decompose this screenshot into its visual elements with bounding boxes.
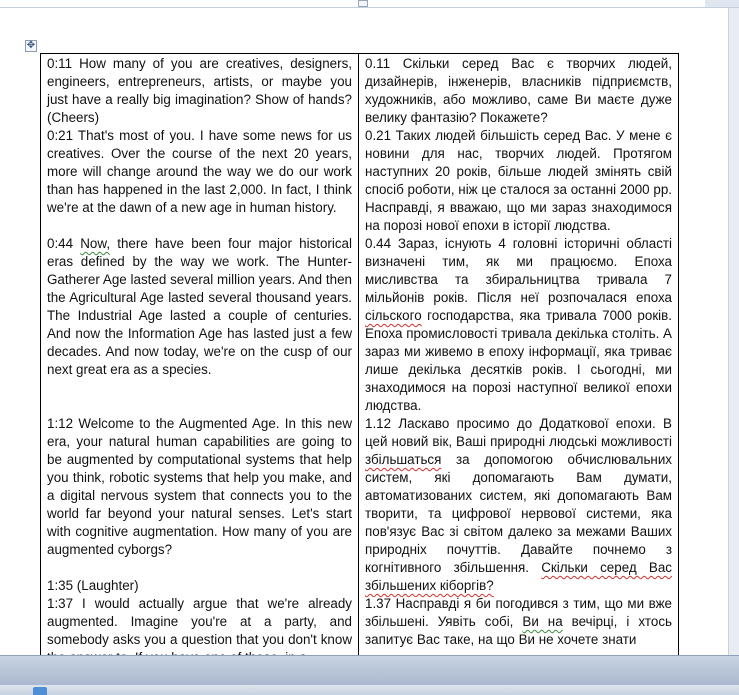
en-paragraph: 1:37 I would actually argue that we're already augmented. Imagine you're at a party, and somebody asks you a question that you don't know [47, 596, 352, 647]
en-paragraph: 0:21 That's most of you. I have some news for us creatives. Over the course of the next 20 years, more will change around the way we do our work than has happened in the last 2,000. In fact, I think we're at the dawn of a new age in human history. [47, 128, 352, 215]
vertical-scrollbar[interactable] [728, 8, 739, 655]
ukrainian-cell[interactable] [359, 54, 679, 668]
en-paragraph: 0:11 How many of you are creatives, designers, engineers, entrepreneurs, artists, or maybe you just have a really big imagination? Show of hands? (Cheers) [47, 56, 352, 125]
move-cross-icon[interactable]: ✥ [26, 40, 36, 51]
transcript-table[interactable] [40, 53, 679, 668]
windows-start-icon[interactable] [33, 687, 47, 695]
en-paragraph: 1:12 Welcome to the Augmented Age. In this new era, your natural human capabilities are going to be augmented by computational systems that help you think, robotic systems that help you make, and a digital nervous system that connects you to the world far beyond your natural senses. Let's start with cognitive augmentation. How many of you are augmented cyborgs? [47, 416, 352, 557]
uk-paragraph: 1.12 Ласкаво просимо до Додаткової епохи. В цей новий вік, Ваші природні людські можливості збільшаться за допомогою обчислювальних систем, які допомагають Вам думати, автоматизованих систем, які допомагають Вам творити, та цифрової нервової системи, яка пов'язує Вас зі світом далеко за межами Ваших природніх почуттів. Давайте почнемо з когнітивного збільшення. Скільки серед Вас збільшених кіборгів? [365, 416, 672, 593]
table-row [41, 54, 679, 668]
uk-paragraph: 0.21 Таких людей більшість серед Вас. У мене є новини для нас, творчих людей. Протягом наступних 20 років, більше людей змінять свій спосіб роботи, ніж це сталося за останні 2000 рр. Насправді, я вважаю, що ми зараз знаходимося на порозі нової епохи в історії людства. [365, 128, 672, 233]
horizontal-ruler[interactable] [0, 0, 739, 8]
taskbar [0, 685, 739, 695]
status-bar [0, 655, 739, 685]
en-paragraph: 1:35 (Laughter) [47, 578, 139, 593]
grammar-flag[interactable]: Ви на [522, 614, 563, 629]
document-page[interactable] [0, 8, 728, 655]
grammar-flag[interactable]: Now, [80, 236, 111, 251]
spelling-flag[interactable]: сільского [365, 308, 422, 323]
spelling-flag[interactable]: збільшаться [365, 452, 442, 467]
ruler-page-area [0, 0, 705, 7]
english-cell[interactable] [41, 54, 359, 668]
uk-paragraph: 0.11 Скільки серед Вас є творчих людей, дизайнерів, інженерів, власників підприємств, художників, або можливо, саме Ви маєте дуже велику фантазію? Покажете? [365, 56, 672, 125]
ruler-column-marker[interactable] [358, 0, 368, 7]
uk-paragraph: 0.44 Зараз, існують 4 головні історичні області визначені тим, як ми працюємо. Епоха мисливства та збиральництва тривала 7 мільйонів років. Після неї розпочалася епоха сільского господарства, яка тривала 7000 років. Епоха промисловості тривала декілька століть. А зараз ми живемо в епоху інформації, яка триває лише декілька десятків років. І сьогодні, ми знаходимося на порозі наступної великої епохи людства. [365, 236, 672, 413]
uk-paragraph: 1.37 Насправді я би погодився з тим, що ми вже збільшені. Уявіть собі, Ви на вечірці, і хтось запитує Вас таке, на що Ви не хочете знати [365, 596, 672, 647]
spelling-flag[interactable]: Скільки серед Вас збільшених кіборгів? [365, 560, 672, 593]
en-paragraph: 0:44 Now, there have been four major historical eras defined by the way we work. The Hunter-Gatherer Age lasted several million years. And then the Agricultural Age lasted several thousand years. The Industrial Age lasted a couple of centuries. And now the Information Age has lasted just a few decades. And now today, we're on the cusp of our next great era as a species. [47, 236, 352, 377]
